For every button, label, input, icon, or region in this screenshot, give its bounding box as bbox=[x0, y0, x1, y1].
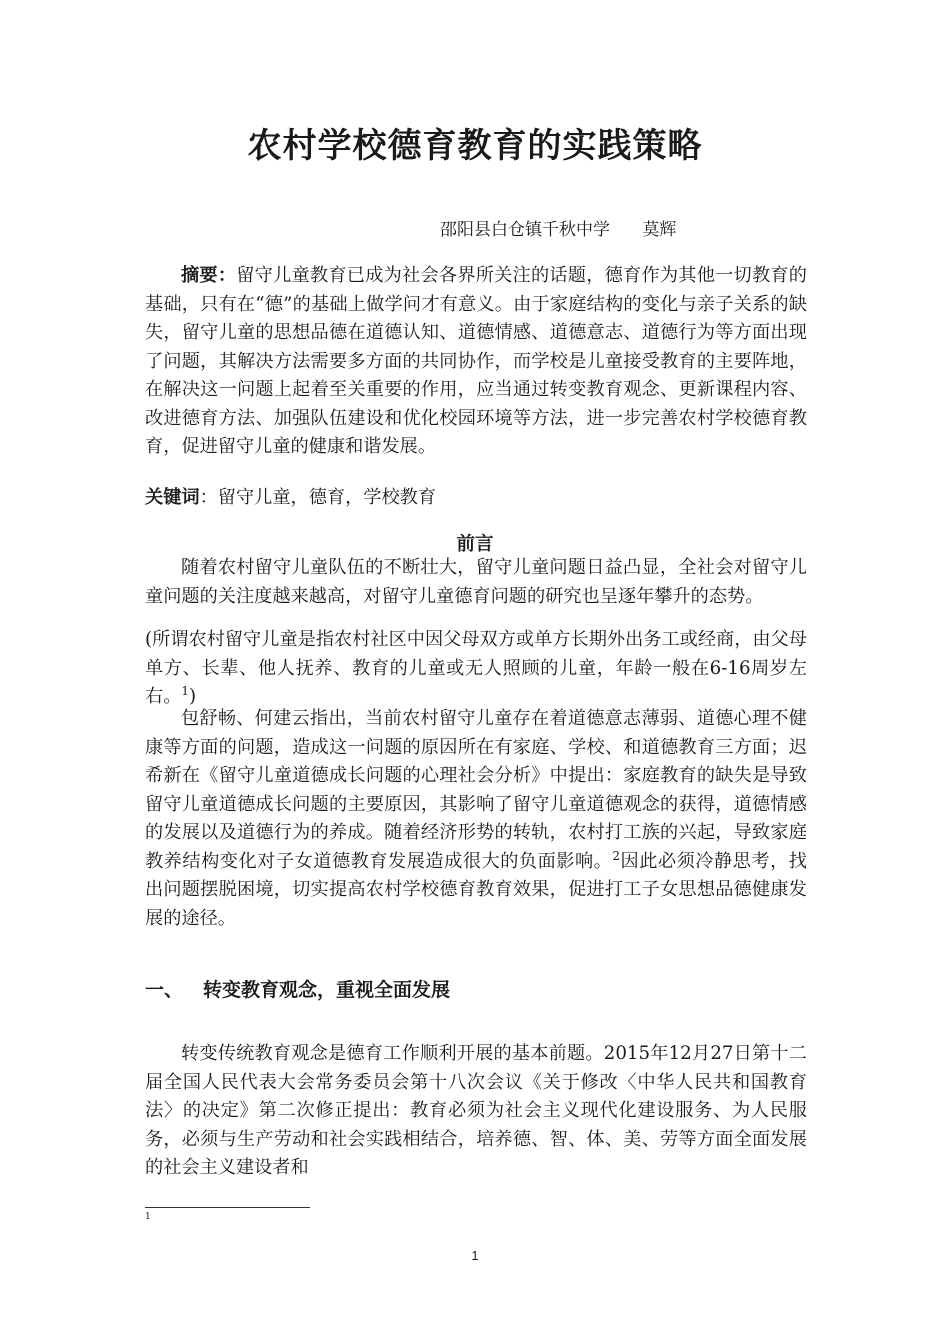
preface-paragraph-2-end: ) bbox=[189, 686, 197, 707]
section-1-heading bbox=[145, 975, 450, 1002]
author-line: 邵阳县白仓镇千秋中学 莫辉 bbox=[440, 220, 677, 240]
page-number: 1 bbox=[471, 1248, 479, 1263]
section-1-paragraph: 转变传统教育观念是德育工作顺利开展的基本前题。2015年12月27日第十二届全国人民代表大会常务委员会第十八次会议《关于修改〈中华人民共和国教育法〉的决定》第二次修正提出：教育必须为社会主义现代化建设服务、为人民服务，必须与生产劳动和社会实践相结合，培养德、智、体、美、劳等方面全面发展的社会主义建设者和 bbox=[145, 1043, 807, 1178]
preface-paragraph-3-end: 因此必须冷静思考，找出问题摆脱困境，切实提高农村学校德育教育效果，促进打工子女思想品德健康发展的途径。 bbox=[145, 850, 807, 929]
preface-heading: 前言 bbox=[456, 534, 494, 555]
preface-paragraph-3 bbox=[145, 705, 807, 933]
keywords-text: ：留守儿童，德育，学校教育 bbox=[199, 487, 437, 508]
preface-paragraph-1: 随着农村留守儿童队伍的不断壮大，留守儿童问题日益凸显，全社会对留守儿童问题的关注度越来越高，对留守儿童德育问题的研究也呈逐年攀升的态势。 bbox=[145, 557, 807, 607]
footnote-ref-1: 1 bbox=[181, 683, 190, 698]
preface-paragraph-2-text: (所谓农村留守儿童是指农村社区中因父母双方或单方长期外出务工或经商，由父母单方、长辈、他人抚养、教育的儿童或无人照顾的儿童，年龄一般在6-16周岁左右。 bbox=[145, 629, 807, 707]
document-title: 农村学校德育教育的实践策略 bbox=[247, 126, 703, 166]
footnote-mark: 1 bbox=[145, 1212, 151, 1222]
keywords-label: 关键词 bbox=[145, 487, 200, 508]
preface-paragraph-2 bbox=[145, 626, 807, 712]
section-1-number: 一、 bbox=[145, 979, 184, 1001]
section-1-title: 转变教育观念，重视全面发展 bbox=[203, 979, 451, 1001]
abstract-paragraph bbox=[145, 262, 807, 462]
footnote-divider bbox=[145, 1207, 310, 1208]
keywords-line bbox=[145, 484, 807, 513]
abstract-label: 摘要： bbox=[181, 265, 237, 286]
footnote-ref-2: 2 bbox=[612, 848, 621, 863]
abstract-text: 留守儿童教育已成为社会各界所关注的话题，德育作为其他一切教育的基础，只有在“德”的基础上做学问才有意义。由于家庭结构的变化与亲子关系的缺失，留守儿童的思想品德在道德认知、道德情感、道德意志、道德行为等方面出现了问题，其解决方法需要多方面的共同协作，而学校是儿童接受教育的主要阵地，在解决这一问题上起着至关重要的作用，应当通过转变教育观念、更新课程内容、改进德育方法、加强队伍建设和优化校园环境等方法，进一步完善农村学校德育教育，促进留守儿童的健康和谐发展。 bbox=[145, 265, 807, 457]
preface-paragraph-3-text: 包舒畅、何建云指出，当前农村留守儿童存在着道德意志薄弱、道德心理不健康等方面的问题，造成这一问题的原因所在有家庭、学校、和道德教育三方面；迟希新在《留守儿童道德成长问题的心理社会分析》中提出：家庭教育的缺失是导致留守儿童道德成长问题的主要原因，其影响了留守儿童道德观念的获得，道德情感的发展以及道德行为的养成。随着经济形势的转轨，农村打工族的兴起，导致家庭教养结构变化对子女道德教育发展造成很大的负面影响。 bbox=[145, 708, 807, 872]
